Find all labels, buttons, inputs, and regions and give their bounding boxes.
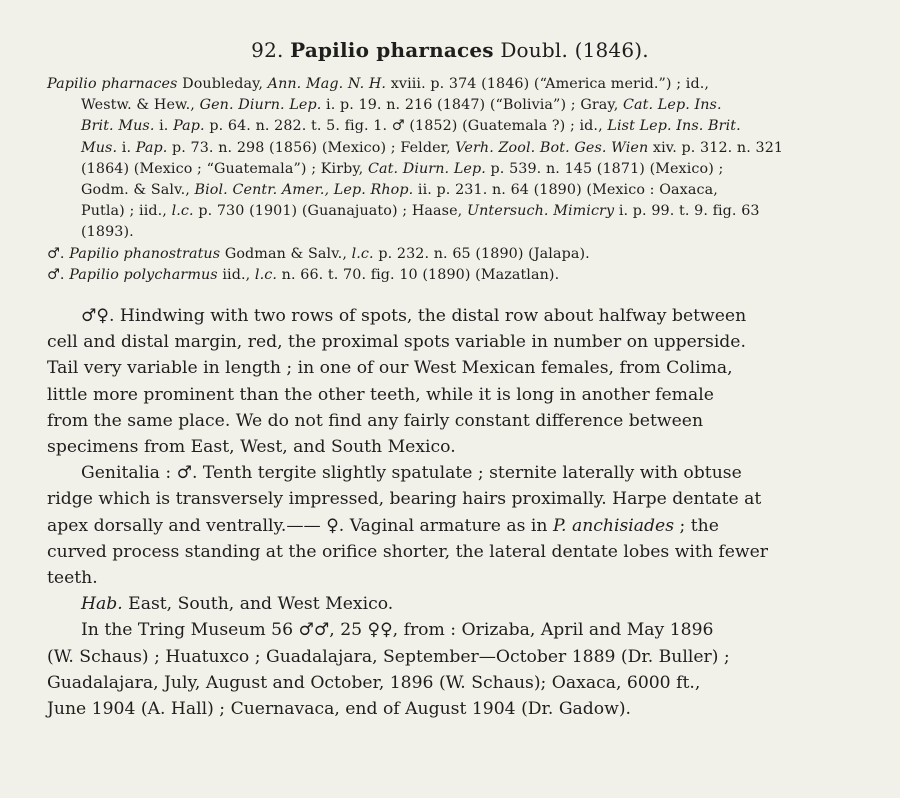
synonymy-line: ♂. Papilio polycharmus iid., l.c. n. 66. t. 70. fig. 10 (1890) (Mazatlan). — [47, 266, 560, 283]
paragraph-line: Hab. East, South, and West Mexico. — [81, 594, 394, 615]
synonymy-line: Brit. Mus. i. Pap. p. 64. n. 282. t. 5. fig. 1. ♂ (1852) (Guatemala ?) ; id., List Lep. Ins. Brit. — [81, 118, 741, 135]
paragraph-line: little more prominent than the other teeth, while it is long in another female — [47, 384, 714, 405]
paragraph-line: In the Tring Museum 56 ♂♂, 25 ♀♀, from : Orizaba, April and May 1896 — [81, 620, 714, 641]
paragraph-line: from the same place. We do not find any fairly constant difference between — [47, 410, 704, 431]
synonymy-line: (1893). — [81, 224, 134, 241]
paragraph-line: curved process standing at the orifice shorter, the lateral dentate lobes with fewer — [47, 541, 768, 562]
paragraph-line: apex dorsally and ventrally.—— ♀. Vaginal armature as in P. anchisiades ; the — [47, 515, 719, 536]
paragraph — [47, 303, 875, 460]
synonymy-line: Mus. i. Pap. p. 73. n. 298 (1856) (Mexico) ; Felder, Verh. Zool. Bot. Ges. Wien xiv. p. 312. n. 321 — [81, 139, 784, 156]
paragraph-line: cell and distal margin, red, the proximal spots variable in number on upperside. — [47, 332, 746, 353]
paragraph-line: (W. Schaus) ; Huatuxco ; Guadalajara, September—October 1889 (Dr. Buller) ; — [47, 646, 730, 667]
synonymy-line: Godm. & Salv., Biol. Centr. Amer., Lep. Rhop. ii. p. 231. n. 64 (1890) (Mexico : Oaxaca, — [81, 182, 718, 199]
paragraph-line: Guadalajara, July, August and October, 1896 (W. Schaus); Oaxaca, 6000 ft., — [47, 672, 701, 693]
synonymy-line: Westw. & Hew., Gen. Diurn. Lep. i. p. 19. n. 216 (1847) (“Bolivia”) ; Gray, Cat. Lep. Ins. — [81, 97, 722, 114]
paragraph-line: ridge which is transversely impressed, bearing hairs proximally. Harpe dentate at — [47, 489, 762, 510]
paragraph — [47, 591, 875, 617]
paragraph-line: Tail very variable in length ; in one of our West Mexican females, from Colima, — [47, 358, 733, 379]
synonymy-line: Papilio pharnaces Doubleday, Ann. Mag. N. H. xviii. p. 374 (1846) (“America merid.”) ; id., — [47, 76, 710, 92]
paragraph-line: teeth. — [47, 568, 98, 589]
species-name: Papilio pharnaces — [290, 38, 494, 62]
synonymy-line: Putla) ; iid., l.c. p. 730 (1901) (Guanajuato) ; Haase, Untersuch. Mimicry i. p. 99. t. 9. fig. 63 — [81, 203, 760, 220]
synonymy-list — [47, 74, 875, 286]
species-heading — [0, 38, 900, 62]
paragraph — [47, 617, 875, 722]
paragraph-line: June 1904 (A. Hall) ; Cuernavaca, end of August 1904 (Dr. Gadow). — [47, 699, 632, 720]
paragraph-line: specimens from East, West, and South Mexico. — [47, 437, 456, 458]
paragraph-line: ♂♀. Hindwing with two rows of spots, the distal row about halfway between — [81, 306, 747, 326]
synonymy-line: (1864) (Mexico ; “Guatemala”) ; Kirby, Cat. Diurn. Lep. p. 539. n. 145 (1871) (Mexico) ; — [81, 160, 724, 177]
species-number: 92. — [251, 38, 284, 62]
description-body — [47, 303, 875, 722]
paragraph-line: Genitalia : ♂. Tenth tergite slightly spatulate ; sternite laterally with obtuse — [81, 463, 742, 484]
synonymy-line: ♂. Papilio phanostratus Godman & Salv., l.c. p. 232. n. 65 (1890) (Jalapa). — [47, 245, 590, 262]
species-author: Doubl. (1846). — [500, 38, 649, 62]
paragraph — [47, 460, 875, 591]
